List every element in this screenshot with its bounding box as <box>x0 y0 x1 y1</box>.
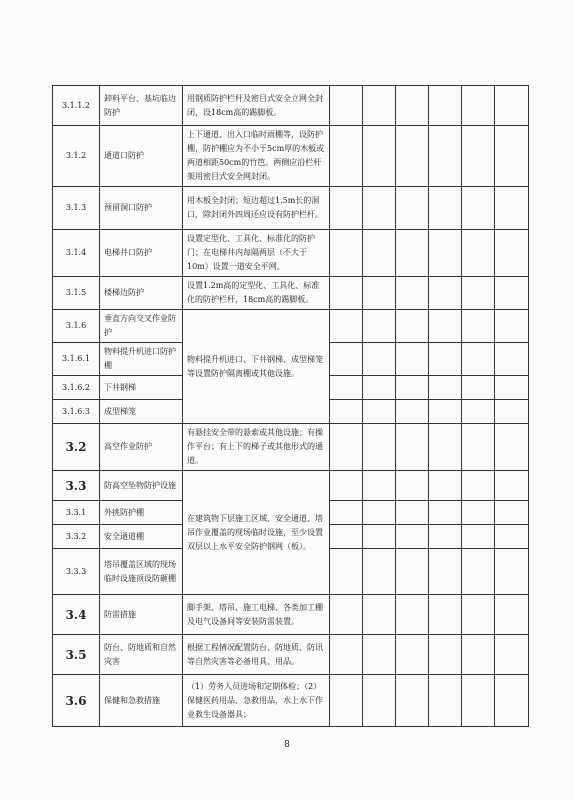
blank-cell <box>495 230 529 277</box>
blank-cell <box>363 471 396 501</box>
blank-cell <box>363 424 396 471</box>
table-row <box>53 277 529 310</box>
blank-cell <box>429 424 462 471</box>
blank-cell <box>363 86 396 126</box>
item-requirement: 根据工程情况配置防台、防地质、防讯等自然灾害等必备用具、用品。 <box>183 635 330 675</box>
section-number: 3.3 <box>53 471 100 501</box>
item-name: 安全通道棚 <box>100 525 183 549</box>
item-requirement: 用钢质防护栏杆及密目式安全立网全封闭，设18cm高的踢脚板。 <box>183 86 330 126</box>
blank-cell <box>429 525 462 549</box>
blank-cell <box>363 126 396 187</box>
table-row <box>53 310 529 343</box>
blank-cell <box>330 675 363 727</box>
item-name: 卸料平台、基坑临边防护 <box>100 86 183 126</box>
blank-cell <box>495 187 529 230</box>
item-requirement: 脚手架、塔吊、施工电梯、各类加工棚及电气设备间等安装防雷装置。 <box>183 595 330 635</box>
item-name: 预留洞口防护 <box>100 187 183 230</box>
blank-cell <box>495 424 529 471</box>
section-number: 3.2 <box>53 424 100 471</box>
blank-cell <box>330 126 363 187</box>
item-name: 成型梯笼 <box>100 400 183 424</box>
table-row <box>53 471 529 501</box>
blank-cell <box>363 635 396 675</box>
item-number: 3.3.2 <box>53 525 100 549</box>
blank-cell <box>429 400 462 424</box>
table-row <box>53 424 529 471</box>
blank-cell <box>396 675 429 727</box>
blank-cell <box>462 549 495 595</box>
blank-cell <box>495 635 529 675</box>
blank-cell <box>396 424 429 471</box>
blank-cell <box>330 376 363 400</box>
blank-cell <box>462 310 495 343</box>
blank-cell <box>330 277 363 310</box>
blank-cell <box>462 376 495 400</box>
item-number: 3.1.3 <box>53 187 100 230</box>
item-number: 3.1.5 <box>53 277 100 310</box>
item-number: 3.1.1.2 <box>53 86 100 126</box>
blank-cell <box>396 343 429 376</box>
blank-cell <box>462 471 495 501</box>
blank-cell <box>363 501 396 525</box>
blank-cell <box>495 675 529 727</box>
blank-cell <box>429 310 462 343</box>
blank-cell <box>396 549 429 595</box>
item-requirement: 有悬挂安全带的悬索或其他设施；有操作平台；有上下的梯子或其他形式的通道。 <box>183 424 330 471</box>
blank-cell <box>396 501 429 525</box>
item-name: 防台、防地质和自然灾害 <box>100 635 183 675</box>
blank-cell <box>429 187 462 230</box>
blank-cell <box>495 86 529 126</box>
blank-cell <box>396 187 429 230</box>
blank-cell <box>429 376 462 400</box>
page-number: 8 <box>284 740 290 750</box>
safety-measures-table <box>52 85 529 727</box>
item-requirement: （1）劳务人员进场和定期体检；（2）保健医药用品、急救用品，水上水下作业救生设备器具； <box>183 675 330 727</box>
blank-cell <box>429 230 462 277</box>
item-name: 塔吊覆盖区域的现场临时设施顶设防砸棚 <box>100 549 183 595</box>
item-number: 3.1.2 <box>53 126 100 187</box>
blank-cell <box>429 86 462 126</box>
item-name: 高空作业防护 <box>100 424 183 471</box>
table-row <box>53 86 529 126</box>
blank-cell <box>462 525 495 549</box>
merged-requirement-falling-objects: 在建筑物下层施工区域、安全通道、塔吊作业覆盖的现场临时设施，至少设置双层以上水平安全防护钢网（板）。 <box>183 471 330 595</box>
blank-cell <box>495 525 529 549</box>
table-row <box>53 187 529 230</box>
blank-cell <box>330 86 363 126</box>
item-name: 下井钢梯 <box>100 376 183 400</box>
blank-cell <box>462 343 495 376</box>
blank-cell <box>462 675 495 727</box>
blank-cell <box>462 424 495 471</box>
blank-cell <box>330 525 363 549</box>
blank-cell <box>396 635 429 675</box>
item-number: 3.1.6.3 <box>53 400 100 424</box>
blank-cell <box>396 230 429 277</box>
item-name: 垂直方向交叉作业防护 <box>100 310 183 343</box>
blank-cell <box>429 635 462 675</box>
blank-cell <box>330 310 363 343</box>
section-number: 3.4 <box>53 595 100 635</box>
blank-cell <box>363 343 396 376</box>
blank-cell <box>330 595 363 635</box>
blank-cell <box>363 595 396 635</box>
item-name: 保健和急救措施 <box>100 675 183 727</box>
item-number: 3.3.3 <box>53 549 100 595</box>
blank-cell <box>363 400 396 424</box>
blank-cell <box>396 525 429 549</box>
blank-cell <box>429 501 462 525</box>
blank-cell <box>363 525 396 549</box>
blank-cell <box>495 310 529 343</box>
blank-cell <box>462 187 495 230</box>
item-name: 外挑防护棚 <box>100 501 183 525</box>
item-name: 物料提升机进口防护棚 <box>100 343 183 376</box>
blank-cell <box>363 310 396 343</box>
blank-cell <box>330 230 363 277</box>
blank-cell <box>495 501 529 525</box>
blank-cell <box>495 343 529 376</box>
blank-cell <box>363 187 396 230</box>
blank-cell <box>462 230 495 277</box>
section-number: 3.5 <box>53 635 100 675</box>
blank-cell <box>363 277 396 310</box>
table-row <box>53 675 529 727</box>
item-name: 电梯井口防护 <box>100 230 183 277</box>
blank-cell <box>495 277 529 310</box>
blank-cell <box>330 343 363 376</box>
blank-cell <box>330 635 363 675</box>
blank-cell <box>330 187 363 230</box>
table-row <box>53 595 529 635</box>
blank-cell <box>429 277 462 310</box>
table-row <box>53 635 529 675</box>
blank-cell <box>429 343 462 376</box>
table-row <box>53 126 529 187</box>
blank-cell <box>495 549 529 595</box>
item-number: 3.1.6 <box>53 310 100 343</box>
blank-cell <box>462 86 495 126</box>
blank-cell <box>330 471 363 501</box>
table-row <box>53 230 529 277</box>
blank-cell <box>396 86 429 126</box>
blank-cell <box>396 400 429 424</box>
item-number: 3.1.6.1 <box>53 343 100 376</box>
item-requirement: 设置定型化、工具化、标准化的防护门；在电梯井内每隔两层（不大于10m）设置一道安全平网。 <box>183 230 330 277</box>
blank-cell <box>462 277 495 310</box>
blank-cell <box>363 549 396 595</box>
blank-cell <box>462 595 495 635</box>
blank-cell <box>363 675 396 727</box>
item-requirement: 上下通道、出入口临时雨棚等，设防护棚，防护棚应为不小于5cm厚的木板或两道相距50cm的竹笆。两侧应沿栏杆架用密目式安全网封闭。 <box>183 126 330 187</box>
blank-cell <box>462 501 495 525</box>
blank-cell <box>330 424 363 471</box>
blank-cell <box>396 471 429 501</box>
item-requirement: 设置1.2m高的定型化、工具化、标准化的防护栏杆，18cm高的踢脚板。 <box>183 277 330 310</box>
blank-cell <box>495 595 529 635</box>
blank-cell <box>429 471 462 501</box>
blank-cell <box>363 230 396 277</box>
blank-cell <box>396 595 429 635</box>
blank-cell <box>396 310 429 343</box>
item-number: 3.1.4 <box>53 230 100 277</box>
item-requirement: 用木板全封闭；短边超过1.5m长的洞口，除封闭外四周还应设有防护栏杆。 <box>183 187 330 230</box>
blank-cell <box>429 126 462 187</box>
blank-cell <box>495 471 529 501</box>
blank-cell <box>462 635 495 675</box>
blank-cell <box>396 376 429 400</box>
blank-cell <box>429 549 462 595</box>
blank-cell <box>330 501 363 525</box>
blank-cell <box>495 126 529 187</box>
blank-cell <box>396 126 429 187</box>
blank-cell <box>396 277 429 310</box>
blank-cell <box>429 595 462 635</box>
item-number: 3.3.1 <box>53 501 100 525</box>
blank-cell <box>495 400 529 424</box>
blank-cell <box>363 376 396 400</box>
item-name: 楼梯边防护 <box>100 277 183 310</box>
blank-cell <box>429 675 462 727</box>
section-number: 3.6 <box>53 675 100 727</box>
merged-requirement-vertical-cross: 物料提升机进口、下井钢梯、成型梯笼等设置防护隔离棚或其他设施。 <box>183 310 330 424</box>
blank-cell <box>495 376 529 400</box>
blank-cell <box>462 400 495 424</box>
blank-cell <box>462 126 495 187</box>
blank-cell <box>330 400 363 424</box>
item-name: 通道口防护 <box>100 126 183 187</box>
blank-cell <box>330 549 363 595</box>
item-number: 3.1.6.2 <box>53 376 100 400</box>
item-name: 防雷措施 <box>100 595 183 635</box>
item-name: 防高空坠物防护设施 <box>100 471 183 501</box>
